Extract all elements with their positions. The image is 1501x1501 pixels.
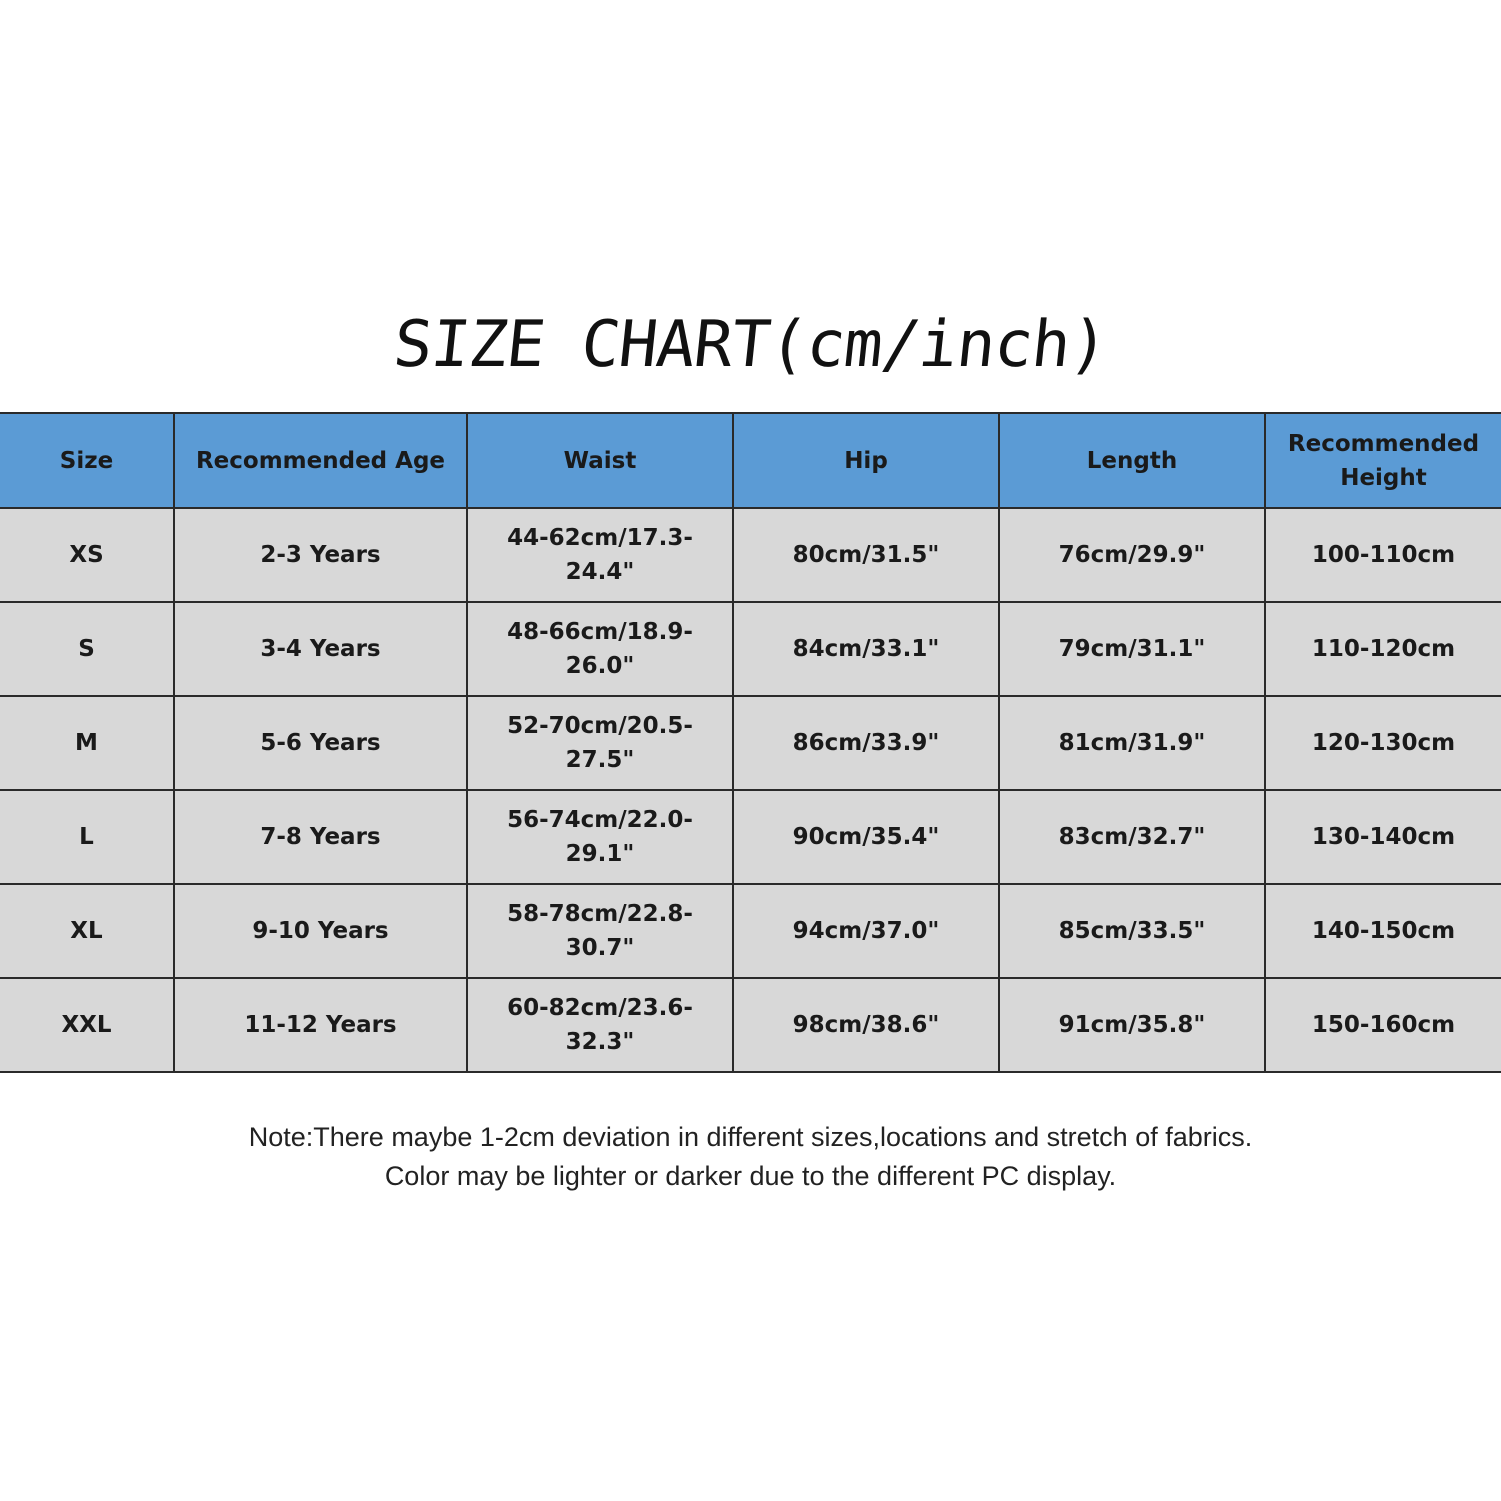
table-row [0, 508, 1501, 602]
cell-hip: 90cm/35.4" [733, 790, 999, 884]
cell-hip: 94cm/37.0" [733, 884, 999, 978]
cell-hip: 86cm/33.9" [733, 696, 999, 790]
header-waist: Waist [467, 413, 733, 508]
cell-recommended-age: 2-3 Years [174, 508, 467, 602]
cell-length: 91cm/35.8" [999, 978, 1265, 1072]
cell-recommended-height: 150-160cm [1265, 978, 1501, 1072]
cell-size: M [0, 696, 174, 790]
page-title: SIZE CHART(cm/inch) [390, 308, 1111, 382]
cell-waist: 60-82cm/23.6-32.3" [467, 978, 733, 1072]
cell-recommended-height: 130-140cm [1265, 790, 1501, 884]
cell-recommended-age: 11-12 Years [174, 978, 467, 1072]
cell-length: 85cm/33.5" [999, 884, 1265, 978]
cell-recommended-height: 110-120cm [1265, 602, 1501, 696]
size-note [0, 1118, 1501, 1196]
cell-recommended-age: 9-10 Years [174, 884, 467, 978]
cell-waist: 56-74cm/22.0-29.1" [467, 790, 733, 884]
cell-waist: 52-70cm/20.5-27.5" [467, 696, 733, 790]
cell-length: 79cm/31.1" [999, 602, 1265, 696]
cell-recommended-height: 120-130cm [1265, 696, 1501, 790]
table-row [0, 978, 1501, 1072]
cell-size: L [0, 790, 174, 884]
cell-recommended-age: 5-6 Years [174, 696, 467, 790]
cell-recommended-height: 140-150cm [1265, 884, 1501, 978]
cell-length: 81cm/31.9" [999, 696, 1265, 790]
table-row [0, 790, 1501, 884]
cell-recommended-height: 100-110cm [1265, 508, 1501, 602]
cell-recommended-age: 3-4 Years [174, 602, 467, 696]
cell-size: XS [0, 508, 174, 602]
cell-hip: 84cm/33.1" [733, 602, 999, 696]
header-hip: Hip [733, 413, 999, 508]
table-header-row [0, 413, 1501, 508]
cell-waist: 58-78cm/22.8-30.7" [467, 884, 733, 978]
note-line-deviation: Note:There maybe 1-2cm deviation in different sizes,locations and stretch of fabrics. [248, 1122, 1253, 1152]
cell-recommended-age: 7-8 Years [174, 790, 467, 884]
cell-size: XL [0, 884, 174, 978]
cell-hip: 98cm/38.6" [733, 978, 999, 1072]
header-size: Size [0, 413, 174, 508]
header-length: Length [999, 413, 1265, 508]
table-row [0, 884, 1501, 978]
table-row [0, 602, 1501, 696]
cell-size: S [0, 602, 174, 696]
header-recommended-age: Recommended Age [174, 413, 467, 508]
cell-hip: 80cm/31.5" [733, 508, 999, 602]
cell-length: 83cm/32.7" [999, 790, 1265, 884]
cell-size: XXL [0, 978, 174, 1072]
note-line-color: Color may be lighter or darker due to the different PC display. [384, 1161, 1117, 1191]
header-recommended-height: Recommended Height [1265, 413, 1501, 508]
cell-length: 76cm/29.9" [999, 508, 1265, 602]
size-chart-table [0, 412, 1501, 1073]
table-row [0, 696, 1501, 790]
cell-waist: 48-66cm/18.9-26.0" [467, 602, 733, 696]
cell-waist: 44-62cm/17.3-24.4" [467, 508, 733, 602]
